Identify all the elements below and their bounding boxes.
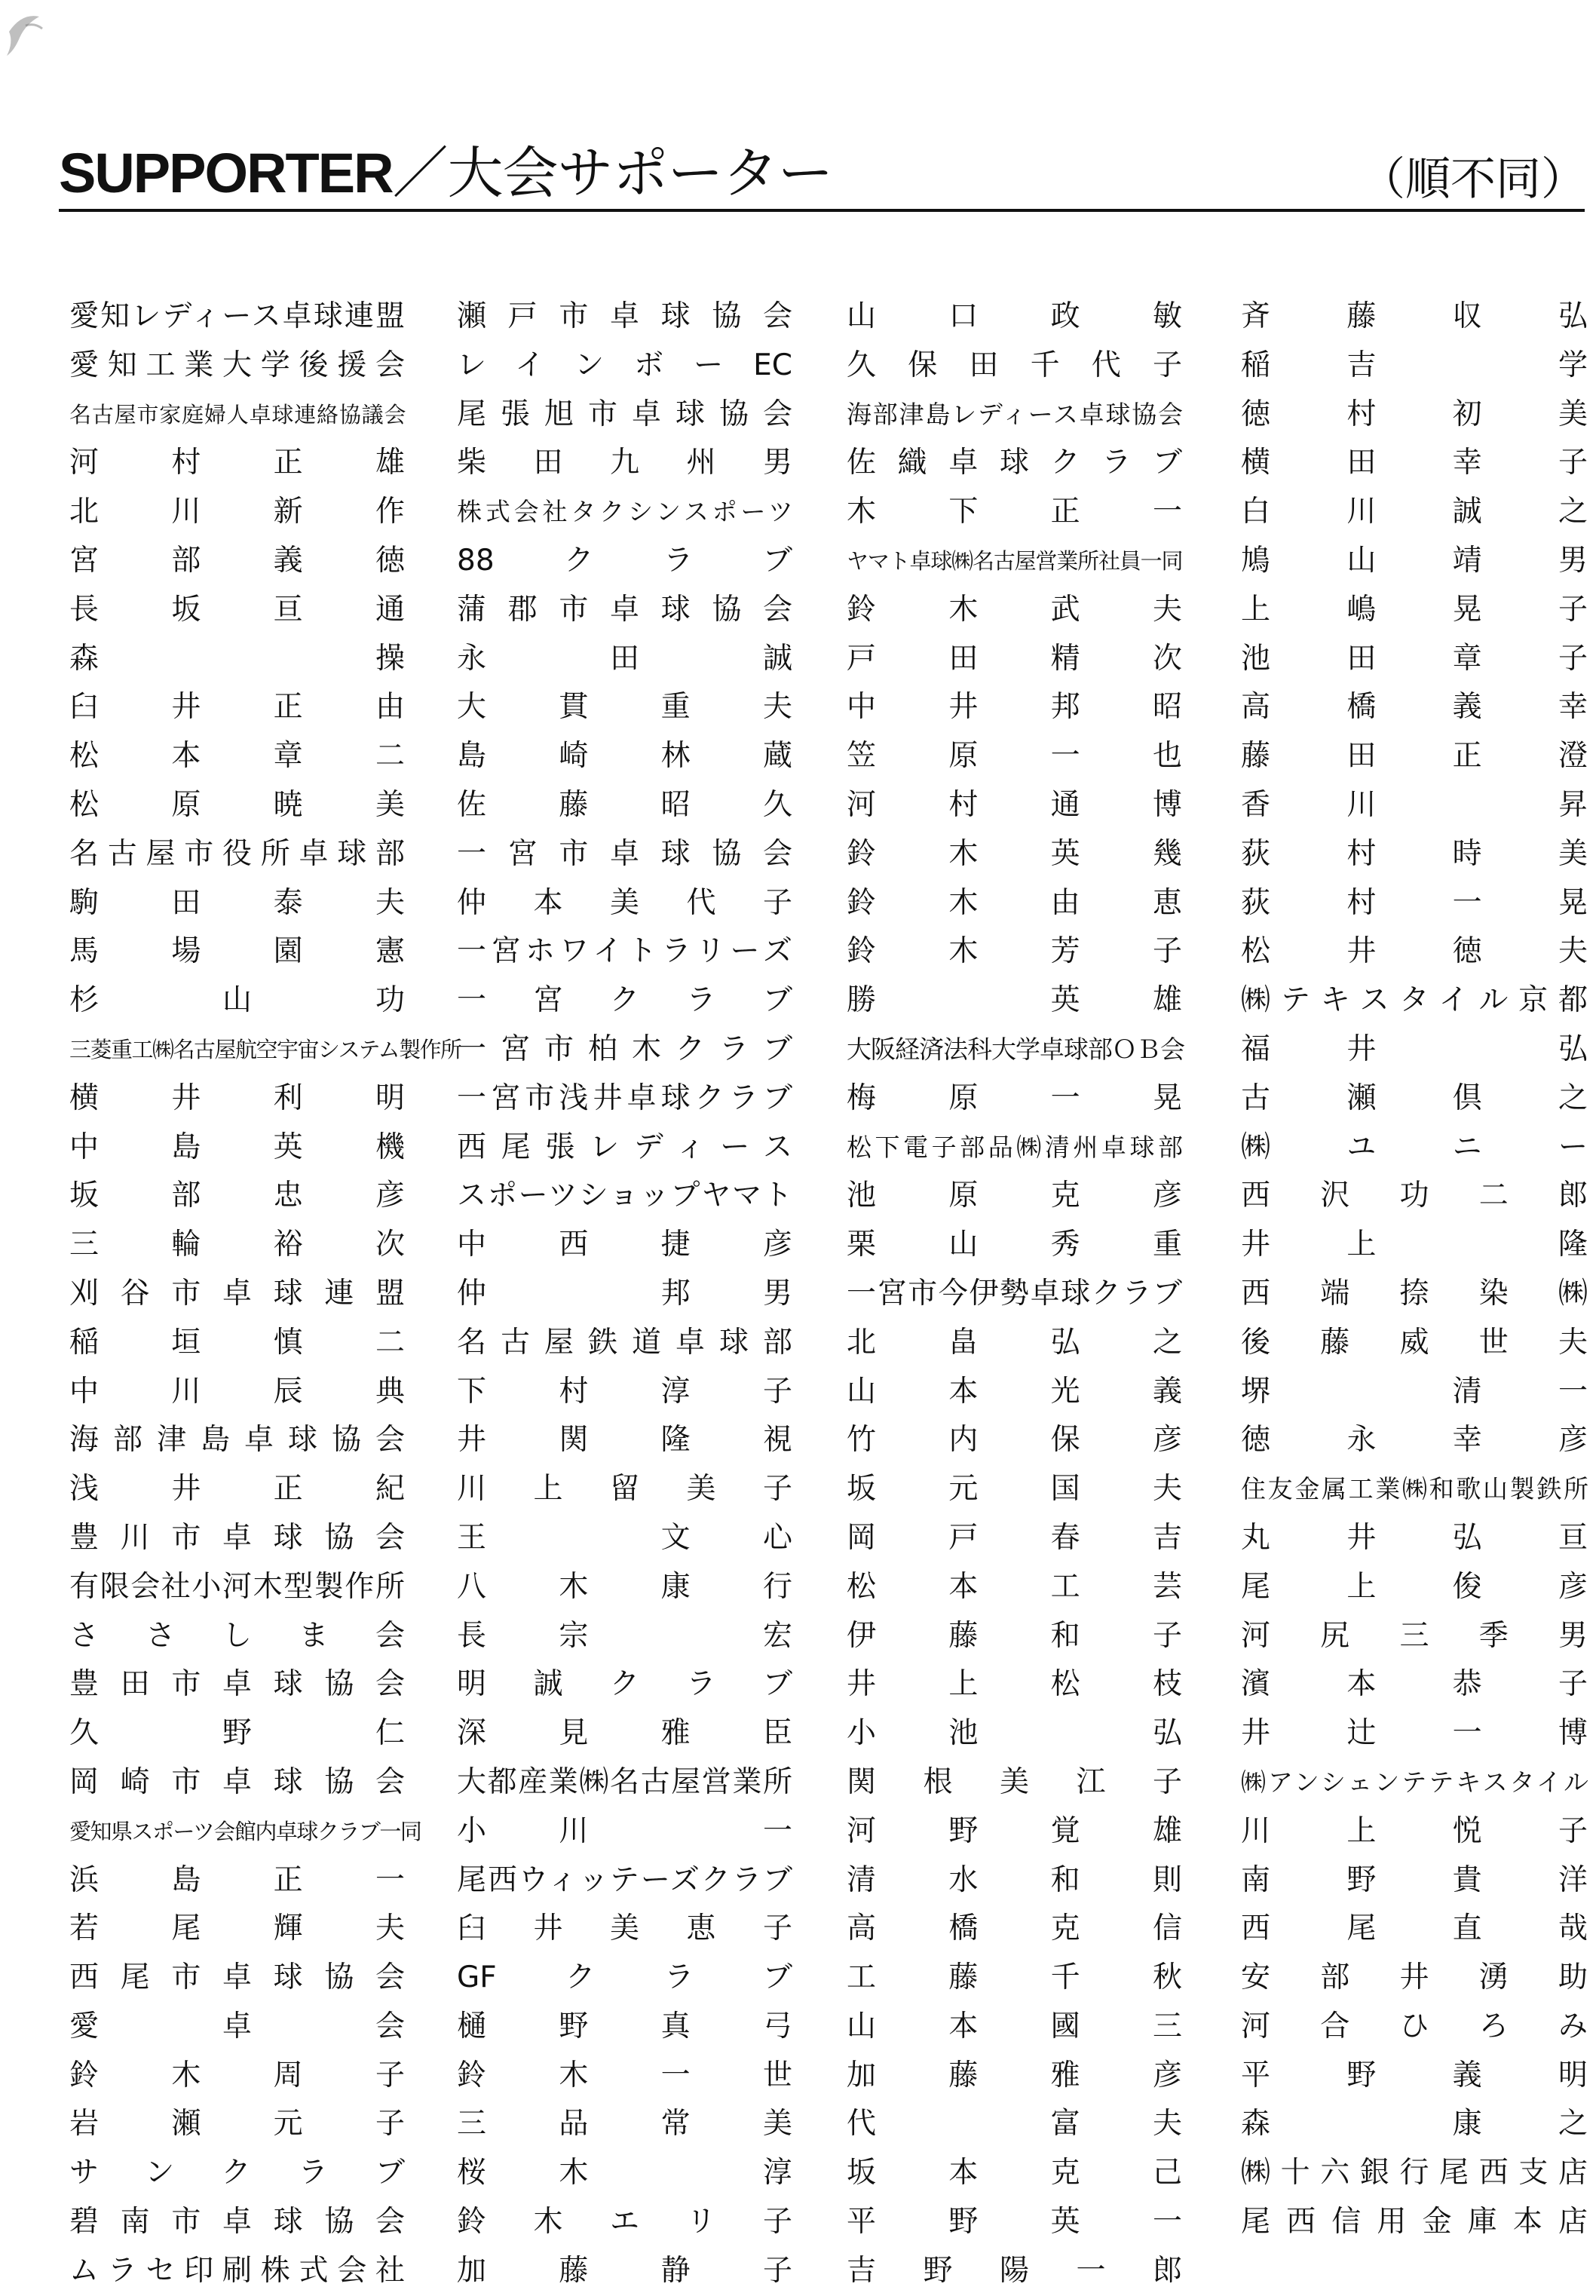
supporter-name: 名古屋市役所卓球部	[69, 836, 405, 871]
supporter-name: 永田誠	[457, 641, 792, 676]
supporter-name: 鈴木芳子	[847, 934, 1182, 969]
supporter-name: 仲 邦男	[457, 1276, 792, 1310]
supporter-name: ㈱アンシェンテテキスタイル	[1241, 1767, 1588, 1797]
supporter-name: 愛知レディース卓球連盟	[69, 299, 405, 333]
supporter-name: 平野義明	[1241, 2058, 1588, 2092]
supporter-name: 笠原一也	[847, 739, 1182, 774]
supporter-name: 一宮市浅井卓球クラブ	[457, 1081, 792, 1115]
supporter-column-2	[457, 293, 792, 2296]
supporter-name: 下村淳子	[457, 1374, 792, 1409]
supporter-name: 南野貴洋	[1241, 1862, 1588, 1897]
supporter-name: 関根美江子	[847, 1764, 1182, 1799]
supporter-name: 一宮市卓球協会	[457, 836, 792, 871]
supporter-name: 栗山秀重	[847, 1228, 1182, 1262]
supporter-name: 中島英機	[69, 1130, 405, 1164]
supporter-name: 佐織卓球クラブ	[847, 446, 1182, 480]
page-title	[59, 132, 833, 215]
supporter-name: 鈴木由恵	[847, 885, 1182, 920]
supporter-name: 西沢功二郎	[1241, 1179, 1588, 1213]
supporter-name: 荻村一晃	[1241, 885, 1588, 920]
supporter-name: 香川 昇	[1241, 787, 1588, 822]
supporter-name: 荻村時美	[1241, 836, 1588, 871]
supporter-name: 豊田市卓球協会	[69, 1667, 405, 1702]
supporter-name: 加藤静子	[457, 2253, 792, 2288]
supporter-name: 丸井弘亘	[1241, 1520, 1588, 1555]
supporter-name: 戸田精次	[847, 641, 1182, 676]
supporter-name: 瀬戸市卓球協会	[457, 299, 792, 333]
supporter-name: 鈴木一世	[457, 2058, 792, 2092]
title-english: SUPPORTER	[59, 142, 393, 204]
supporter-name: レインボーEC	[457, 348, 792, 382]
supporter-name: 川上留美子	[457, 1472, 792, 1507]
supporter-name: 88クラブ	[457, 543, 792, 578]
supporter-name: 王 文心	[457, 1520, 792, 1555]
supporter-name: 臼井正由	[69, 690, 405, 725]
supporter-name: 河村通博	[847, 787, 1182, 822]
supporter-name: 古瀬倶之	[1241, 1081, 1588, 1115]
supporter-name: 樋野真弓	[457, 2009, 792, 2043]
supporter-name: 豊川市卓球協会	[69, 1520, 405, 1555]
supporter-name: 一宮市今伊勢卓球クラブ	[847, 1276, 1182, 1310]
supporter-name: 徳村初美	[1241, 397, 1588, 431]
supporter-name: 浜島正一	[69, 1862, 405, 1897]
supporter-list	[69, 293, 1588, 2288]
supporter-name: 河合ひろみ	[1241, 2009, 1588, 2043]
supporter-name: ㈱十六銀行尾西支店	[1241, 2156, 1588, 2190]
supporter-name: 森 康之	[1241, 2107, 1588, 2141]
supporter-name: 駒田泰夫	[69, 885, 405, 920]
supporter-name: 小川 一	[457, 1813, 792, 1848]
supporter-name: 森 操	[69, 641, 405, 676]
supporter-name: 代 富夫	[847, 2107, 1182, 2141]
supporter-name: 蒲郡市卓球協会	[457, 592, 792, 627]
supporter-name: 中井邦昭	[847, 690, 1182, 725]
supporter-name: 一宮クラブ	[457, 983, 792, 1018]
supporter-name: 工藤千秋	[847, 1960, 1182, 1995]
supporter-name: 上嶋晃子	[1241, 592, 1588, 627]
supporter-name: 三品常美	[457, 2107, 792, 2141]
supporter-name: 杉山功	[69, 983, 405, 1018]
supporter-name: 中西捷彦	[457, 1228, 792, 1262]
supporter-name: 一宮市柏木クラブ	[457, 1032, 792, 1066]
supporter-name: 臼井美恵子	[457, 1911, 792, 1946]
supporter-name: 平野英一	[847, 2205, 1182, 2239]
supporter-name: 宮部義徳	[69, 543, 405, 578]
supporter-name: 西尾直哉	[1241, 1911, 1588, 1946]
supporter-name: 佐藤昭久	[457, 787, 792, 822]
supporter-name: 伊藤和子	[847, 1618, 1182, 1653]
supporter-name: 西尾張レディース	[457, 1130, 792, 1164]
supporter-name: 名古屋市家庭婦人卓球連絡協議会	[69, 401, 405, 428]
supporter-name: 川上悦子	[1241, 1813, 1588, 1848]
supporter-name: 横田幸子	[1241, 446, 1588, 480]
supporter-name: 清水和則	[847, 1862, 1182, 1897]
supporter-name: ヤマト卓球㈱名古屋営業所社員一同	[847, 547, 1182, 574]
supporter-name: 海部津島レディース卓球協会	[847, 399, 1182, 429]
supporter-name: 碧南市卓球協会	[69, 2205, 405, 2239]
page-header	[59, 132, 1586, 215]
supporter-column-3	[847, 293, 1182, 2296]
supporter-name: 松本章二	[69, 739, 405, 774]
supporter-name: 鳩山靖男	[1241, 543, 1588, 578]
supporter-name: 濱本恭子	[1241, 1667, 1588, 1702]
supporter-name: 愛卓会	[69, 2009, 405, 2043]
supporter-name: 中川辰典	[69, 1374, 405, 1409]
supporter-name: 鈴木エリ子	[457, 2205, 792, 2239]
supporter-name: 尾上俊彦	[1241, 1569, 1588, 1604]
supporter-name: 尾張旭市卓球協会	[457, 397, 792, 431]
supporter-name: 海部津島卓球協会	[69, 1423, 405, 1458]
supporter-name: 松下電子部品㈱清州卓球部	[847, 1132, 1182, 1162]
supporter-name: 稲吉 学	[1241, 348, 1588, 382]
supporter-name: 愛知県スポーツ会館内卓球クラブ一同	[69, 1818, 421, 1844]
supporter-name: 白川誠之	[1241, 495, 1588, 529]
supporter-name: 藤田正澄	[1241, 739, 1588, 774]
supporter-name: 久保田千代子	[847, 348, 1182, 382]
supporter-name: 長坂亘通	[69, 592, 405, 627]
supporter-name: ムラセ印刷株式会社	[69, 2253, 405, 2288]
supporter-name: 吉野陽一郎	[847, 2253, 1182, 2288]
supporter-name: 北畠弘之	[847, 1325, 1182, 1360]
header-rule	[59, 209, 1585, 212]
supporter-name: 浅井正紀	[69, 1472, 405, 1507]
supporter-name: 長宗 宏	[457, 1618, 792, 1653]
supporter-name: 井辻一博	[1241, 1716, 1588, 1751]
supporter-name: 柴田九州男	[457, 446, 792, 480]
supporter-name: 徳永幸彦	[1241, 1423, 1588, 1458]
supporter-name: 名古屋鉄道卓球部	[457, 1325, 792, 1360]
supporter-name: 仲本美代子	[457, 885, 792, 920]
supporter-name: 住友金属工業㈱和歌山製鉄所	[1241, 1474, 1588, 1504]
supporter-name: 安部井湧助	[1241, 1960, 1588, 1995]
supporter-name: 後藤威世夫	[1241, 1325, 1588, 1360]
supporter-name: 鈴木英幾	[847, 836, 1182, 871]
supporter-name: 梅原一晃	[847, 1081, 1182, 1115]
supporter-name: 勝 英雄	[847, 983, 1182, 1018]
supporter-name: 鈴木周子	[69, 2058, 405, 2092]
supporter-name: 岩瀬元子	[69, 2107, 405, 2141]
supporter-name: さ さ し ま 会	[69, 1618, 405, 1653]
supporter-name: 西端捺染㈱	[1241, 1276, 1588, 1310]
supporter-name: 小池 弘	[847, 1716, 1182, 1751]
supporter-name: 三菱重工㈱名古屋航空宇宙システム製作所	[69, 1036, 461, 1062]
supporter-name: 岡崎市卓球協会	[69, 1764, 405, 1799]
supporter-name: 河尻三季男	[1241, 1618, 1588, 1653]
supporter-name: スポーツショップヤマト	[457, 1179, 792, 1213]
supporter-name: GFクラブ	[457, 1960, 792, 1995]
supporter-name: 河野覚雄	[847, 1813, 1182, 1848]
supporter-name: 大阪経済法科大学卓球部ＯＢ会	[847, 1034, 1184, 1064]
supporter-name: 大貫重夫	[457, 690, 792, 725]
supporter-name: 尾西信用金庫本店	[1241, 2205, 1588, 2239]
supporter-name: 井関隆視	[457, 1423, 792, 1458]
supporter-name: 井上 隆	[1241, 1228, 1588, 1262]
supporter-name: 加藤雅彦	[847, 2058, 1182, 2092]
supporter-name: 山本光義	[847, 1374, 1182, 1409]
supporter-name: 刈谷市卓球連盟	[69, 1276, 405, 1310]
supporter-name: 愛知工業大学後援会	[69, 348, 405, 382]
supporter-name: 久野仁	[69, 1716, 405, 1751]
supporter-name: 馬場園憲	[69, 934, 405, 969]
supporter-name: 有限会社小河木型製作所	[69, 1569, 405, 1604]
supporter-name: ㈱テキスタイル京都	[1241, 983, 1588, 1018]
supporter-column-4	[1241, 293, 1588, 2247]
scan-smudge-mark	[3, 9, 48, 62]
order-note: （順不同）	[1360, 153, 1586, 206]
supporter-name: 坂部忠彦	[69, 1179, 405, 1213]
supporter-name: 横井利明	[69, 1081, 405, 1115]
supporter-name: 島崎林蔵	[457, 739, 792, 774]
supporter-name: 大都産業㈱名古屋営業所	[457, 1764, 792, 1799]
supporter-name: 八木康行	[457, 1569, 792, 1604]
supporter-name: 松本工芸	[847, 1569, 1182, 1604]
supporter-name: 池田章子	[1241, 641, 1588, 676]
supporter-name: 株式会社タクシンスポーツ	[457, 497, 792, 527]
supporter-name: 井上松枝	[847, 1667, 1182, 1702]
supporter-name: 高橋克信	[847, 1911, 1182, 1946]
supporter-name: 松原暁美	[69, 787, 405, 822]
supporter-name: 斉藤収弘	[1241, 299, 1588, 333]
supporter-name: 松井徳夫	[1241, 934, 1588, 969]
supporter-name: 若尾輝夫	[69, 1911, 405, 1946]
supporter-name: 三輪裕次	[69, 1228, 405, 1262]
supporter-name: 高橋義幸	[1241, 690, 1588, 725]
supporter-name: 稲垣慎二	[69, 1325, 405, 1360]
title-japanese: ／大会サポーター	[392, 141, 833, 206]
supporter-name: 北川新作	[69, 495, 405, 529]
supporter-name: 岡戸春吉	[847, 1520, 1182, 1555]
supporter-column-1	[69, 293, 461, 2296]
supporter-name: 明誠クラブ	[457, 1667, 792, 1702]
supporter-name: 山口政敏	[847, 299, 1182, 333]
supporter-name: サンクラブ	[69, 2156, 405, 2190]
supporter-name: 堺 清一	[1241, 1374, 1588, 1409]
supporter-name: 池原克彦	[847, 1179, 1182, 1213]
supporter-name: 坂元国夫	[847, 1472, 1182, 1507]
supporter-name: 西尾市卓球協会	[69, 1960, 405, 1995]
supporter-name: 福井 弘	[1241, 1032, 1588, 1066]
supporter-name: 竹内保彦	[847, 1423, 1182, 1458]
supporter-name: 鈴木武夫	[847, 592, 1182, 627]
supporter-name: 尾西ウィッテーズクラブ	[457, 1862, 792, 1897]
supporter-name: 一宮ホワイトラリーズ	[457, 934, 792, 969]
supporter-name: 桜木 淳	[457, 2156, 792, 2190]
supporter-name: 木下正一	[847, 495, 1182, 529]
supporter-name: 河村正雄	[69, 446, 405, 480]
supporter-name: ㈱ユニー	[1241, 1130, 1588, 1164]
supporter-name: 深見雅臣	[457, 1716, 792, 1751]
supporter-name: 山本國三	[847, 2009, 1182, 2043]
supporter-name: 坂本克己	[847, 2156, 1182, 2190]
